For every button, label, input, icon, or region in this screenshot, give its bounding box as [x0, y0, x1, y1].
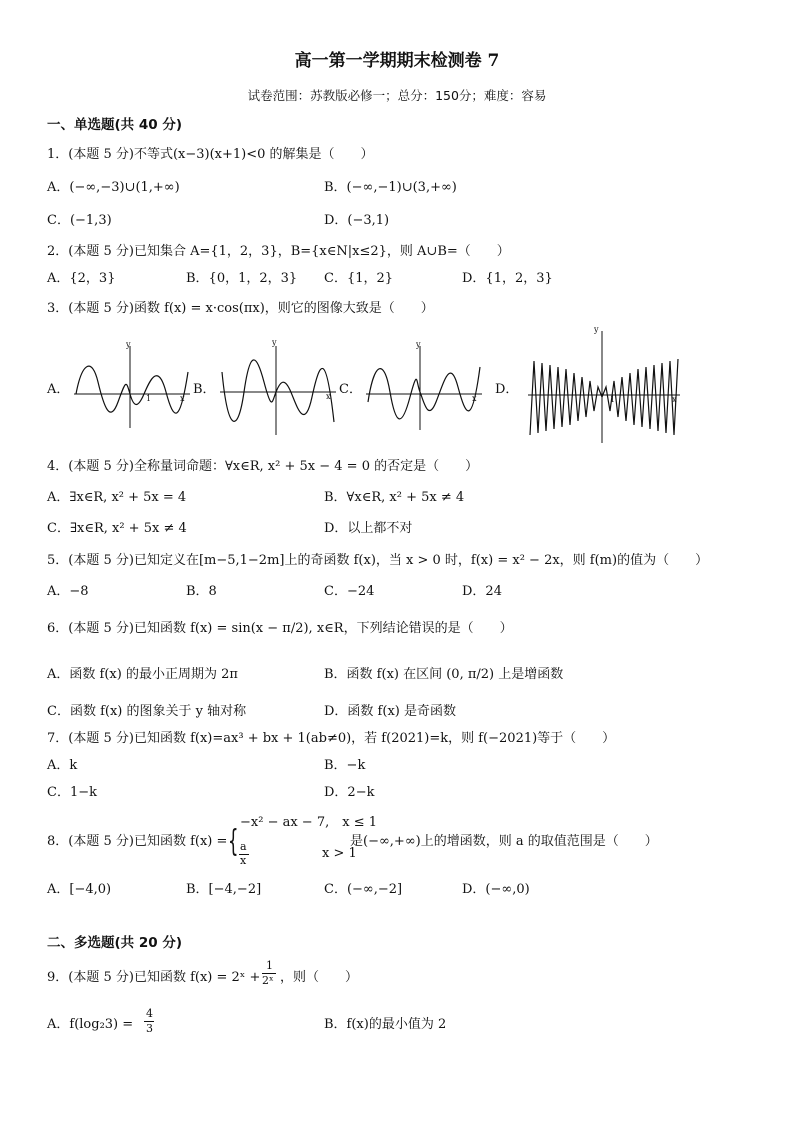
graph-a — [72, 342, 192, 430]
question-7-option-c[interactable]: C．1−k — [47, 785, 97, 800]
question-5-option-b[interactable]: B．8 — [186, 584, 217, 599]
question-1-option-a[interactable]: A．(−∞,−3)∪(1,+∞) — [47, 180, 180, 195]
graph-c-x-label: x — [472, 394, 477, 403]
question-5-option-a[interactable]: A．−8 — [47, 584, 89, 599]
question-3-option-d[interactable]: D． — [495, 382, 519, 397]
piecewise-case-2-denominator: x — [240, 854, 247, 867]
page-title: 高一第一学期期末检测卷 7 — [294, 51, 500, 71]
question-7-option-b[interactable]: B．−k — [324, 758, 366, 773]
question-9-stem-end: ，则（ ） — [280, 970, 359, 985]
graph-d-x-label: x — [672, 395, 677, 404]
question-4-option-d[interactable]: D．以上都不对 — [324, 521, 413, 536]
graph-b-x-label: x — [326, 392, 331, 401]
question-9-option-b[interactable]: B．f(x)的最小值为 2 — [324, 1017, 447, 1032]
question-3-option-b[interactable]: B． — [193, 382, 216, 397]
exam-scope: 试卷范围：苏教版必修一；总分：150分；难度：容易 — [247, 88, 547, 103]
graph-b-y-label: y — [272, 338, 277, 347]
question-7-option-a[interactable]: A．k — [47, 758, 78, 773]
graph-a-x-label: x — [180, 394, 185, 403]
question-6-stem: 6．(本题 5 分)已知函数 f(x) = sin(x − π/2), x∈R，下列结论错误的是（ ） — [47, 621, 513, 636]
question-4-option-b[interactable]: B．∀x∈R, x² + 5x ≠ 4 — [324, 490, 465, 505]
question-9-fraction-denominator: 2ˣ — [262, 974, 274, 987]
question-3-stem: 3．(本题 5 分)函数 f(x) = x·cos(πx)，则它的图像大致是（ ） — [47, 301, 434, 316]
question-9-option-a[interactable]: A．f(log₂3) = — [47, 1017, 134, 1032]
question-9-option-a-denominator: 3 — [146, 1022, 153, 1035]
question-2-option-c[interactable]: C．{1，2} — [324, 271, 394, 286]
question-3-option-c[interactable]: C． — [339, 382, 362, 397]
piecewise-case-1: −x² − ax − 7, x ≤ 1 — [240, 815, 377, 830]
graph-c — [364, 342, 484, 432]
question-9-stem-start: 9．(本题 5 分)已知函数 f(x) = 2ˣ + — [47, 970, 261, 985]
graph-c-y-label: y — [416, 340, 421, 349]
question-5-option-c[interactable]: C．−24 — [324, 584, 375, 599]
question-8-option-c[interactable]: C．(−∞,−2] — [324, 882, 403, 897]
piecewise-brace: { — [228, 824, 239, 859]
graph-d-y-label: y — [594, 325, 599, 334]
question-7-option-d[interactable]: D．2−k — [324, 785, 375, 800]
question-2-option-a[interactable]: A．{2，3} — [47, 271, 116, 286]
question-8-option-d[interactable]: D．(−∞,0) — [462, 882, 530, 897]
question-9-option-a-numerator: 4 — [146, 1007, 153, 1020]
question-6-option-a[interactable]: A．函数 f(x) 的最小正周期为 2π — [47, 667, 238, 682]
question-4-option-c[interactable]: C．∃x∈R, x² + 5x ≠ 4 — [47, 521, 187, 536]
graph-a-one-label: 1 — [146, 394, 152, 403]
question-2-option-d[interactable]: D．{1，2，3} — [462, 271, 553, 286]
piecewise-case-2-condition: x > 1 — [322, 846, 357, 861]
question-5-option-d[interactable]: D．24 — [462, 584, 502, 599]
question-4-option-a[interactable]: A．∃x∈R, x² + 5x = 4 — [47, 490, 187, 505]
question-1-option-c[interactable]: C．(−1,3) — [47, 213, 112, 228]
question-8-option-b[interactable]: B．[−4,−2] — [186, 882, 262, 897]
question-6-option-c[interactable]: C．函数 f(x) 的图象关于 y 轴对称 — [47, 704, 247, 719]
question-8-stem-start: 8．(本题 5 分)已知函数 f(x) = — [47, 834, 228, 849]
piecewise-case-2-numerator: a — [240, 840, 247, 853]
question-6-option-b[interactable]: B．函数 f(x) 在区间 (0, π/2) 上是增函数 — [324, 667, 564, 682]
question-6-option-d[interactable]: D．函数 f(x) 是奇函数 — [324, 704, 456, 719]
question-9-fraction-numerator: 1 — [266, 959, 273, 972]
question-2-option-b[interactable]: B．{0，1，2，3} — [186, 271, 298, 286]
question-3-option-a[interactable]: A． — [47, 382, 70, 397]
question-1-stem: 1．(本题 5 分)不等式(x−3)(x+1)<0 的解集是（ ） — [47, 147, 374, 162]
question-2-stem: 2．(本题 5 分)已知集合 A={1，2，3}，B={x∈N|x≤2}，则 A∪B=（ ） — [47, 244, 510, 259]
question-4-stem: 4．(本题 5 分)全称量词命题：∀x∈R, x² + 5x − 4 = 0 的否定是（ ） — [47, 459, 479, 474]
question-1-option-b[interactable]: B．(−∞,−1)∪(3,+∞) — [324, 180, 457, 195]
question-1-option-d[interactable]: D．(−3,1) — [324, 213, 390, 228]
graph-a-y-label: y — [126, 340, 131, 349]
question-8-stem-end: 是(−∞,+∞)上的增函数，则 a 的取值范围是（ ） — [350, 834, 658, 849]
graph-d-one-label: 1 — [610, 395, 616, 404]
graph-d — [526, 325, 682, 445]
section-heading-multiple-choice: 二、多选题(共 20 分) — [47, 935, 183, 951]
section-heading-single-choice: 一、单选题(共 40 分) — [47, 117, 183, 133]
question-8-option-a[interactable]: A．[−4,0) — [47, 882, 112, 897]
question-7-stem: 7．(本题 5 分)已知函数 f(x)=ax³ + bx + 1(ab≠0)，若 f(2021)=k，则 f(−2021)等于（ ） — [47, 731, 616, 746]
question-5-stem: 5．(本题 5 分)已知定义在[m−5,1−2m]上的奇函数 f(x)，当 x > 0 时，f(x) = x² − 2x，则 f(m)的值为（ ） — [47, 553, 709, 568]
graph-b — [218, 338, 338, 437]
